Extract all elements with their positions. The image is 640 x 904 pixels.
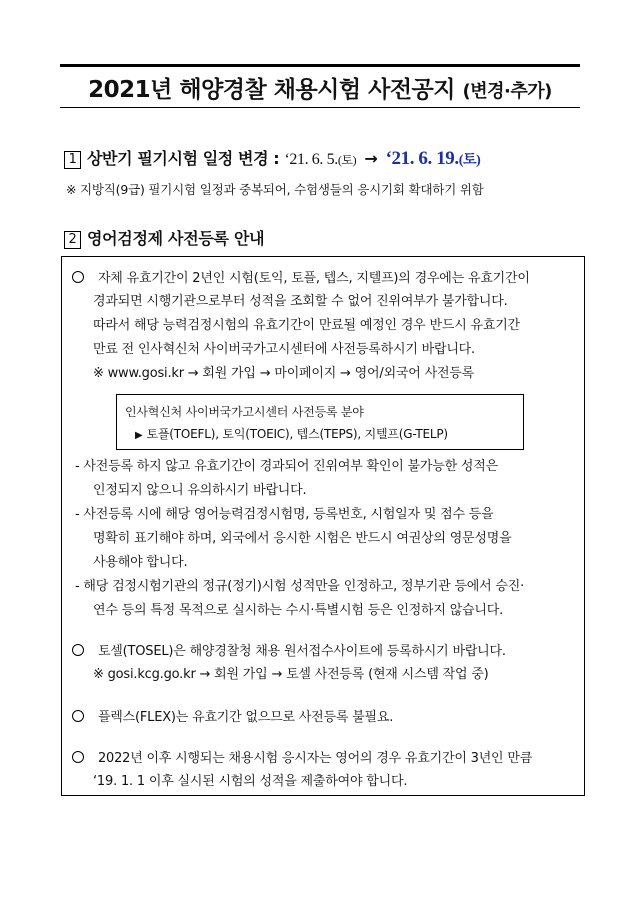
dash-item-cont: 사용해야 합니다.: [93, 555, 188, 570]
new-date: ‘21. 6. 19.(토): [385, 148, 481, 169]
section-1-note: ※ 지방직(9급) 필기시험 일정과 중복되어, 수험생들의 응시기회 확대하기 위함: [66, 182, 484, 197]
title-sub: (변경·추가): [462, 80, 552, 102]
dash-item: - 해당 검정시험기관의 정규(정기)시험 성적만을 인정하고, 정부기관 등에서 승진·: [75, 579, 525, 594]
bullet-item: [72, 751, 532, 765]
page-title: [88, 71, 552, 104]
bullet-text: ‘19. 1. 1 이후 실시된 시험의 성적을 제출하여야 합니다.: [93, 774, 408, 789]
dash-item-cont: 명확히 표기해야 하며, 외국에서 응시한 시험은 반드시 여권상의 영문성명을: [93, 531, 512, 546]
title-box: [60, 64, 580, 108]
bullet-text: 토셀(TOSEL)은 해양경찰청 채용 원서접수사이트에 등록하시기 바랍니다.: [97, 644, 506, 659]
bullet-text: 2022년 이후 시행되는 채용시험 응시자는 영어의 경우 유효기간이 3년인 만큼: [97, 751, 533, 766]
circle-bullet-icon: [72, 644, 84, 656]
old-date: ‘21. 6. 5.(토): [284, 151, 357, 168]
gosi-path-note: ※ www.gosi.kr → 회원 가입 → 마이페이지 → 영어/외국어 사전등록: [93, 366, 475, 381]
section-1-heading: [64, 146, 604, 170]
triangle-marker-icon: ▶: [135, 430, 143, 441]
section-2-title: 영어검정제 사전등록 안내: [87, 229, 265, 248]
section-1-title: 상반기 필기시험 일정 변경 :: [87, 149, 280, 168]
bullet-item: [72, 710, 393, 724]
bullet-item: [72, 644, 506, 658]
section-2-heading: [64, 226, 264, 249]
bullet-text: 만료 전 인사혁신처 사이버국가고시센터에 사전등록하시기 바랍니다.: [93, 342, 475, 357]
fields-box-title: 인사혁신처 사이버국가고시센터 사전등록 분야: [125, 405, 364, 419]
section-number-box: 1: [64, 151, 81, 169]
fields-box-items: ▶ 토플(TOEFL), 토익(TOEIC), 텝스(TEPS), 지텔프(G-TELP): [135, 427, 448, 441]
bullet-text: 자체 유효기간이 2년인 시험(토익, 토플, 텝스, 지텔프)의 경우에는 유효기간이: [97, 271, 530, 286]
registration-fields-box: [116, 394, 524, 450]
dash-item: - 사전등록 하지 않고 유효기간이 경과되어 진위여부 확인이 불가능한 성적은: [75, 459, 498, 474]
section-number-box: 2: [64, 231, 81, 249]
bullet-item: [72, 271, 530, 285]
title-main: 2021년 해양경찰 채용시험 사전공지: [88, 76, 455, 103]
bullet-text: 따라서 해당 능력검정시험의 유효기간이 만료될 예정인 경우 반드시 유효기간: [93, 318, 520, 333]
kcg-path-note: ※ gosi.kcg.go.kr → 회원 가입 → 토셀 사전등록 (현재 시스템 작업 중): [93, 667, 489, 682]
bullet-text: 경과되면 시행기관으로부터 성적을 조회할 수 없어 진위여부가 불가합니다.: [93, 294, 508, 309]
bullet-text: 플렉스(FLEX)는 유효기간 없으므로 사전등록 불필요.: [97, 710, 394, 725]
dash-item-cont: 인정되지 않으니 유의하시기 바랍니다.: [93, 483, 307, 498]
dash-item: - 사전등록 시에 해당 영어능력검정시험명, 등록번호, 시험일자 및 점수 등을: [75, 507, 494, 522]
circle-bullet-icon: [72, 751, 84, 763]
arrow-icon: →: [364, 149, 378, 168]
dash-item-cont: 연수 등의 특정 목적으로 실시하는 수시·특별시험 등은 인정하지 않습니다.: [93, 603, 504, 618]
circle-bullet-icon: [72, 271, 84, 283]
circle-bullet-icon: [72, 710, 84, 722]
registration-info-box: [61, 256, 585, 796]
